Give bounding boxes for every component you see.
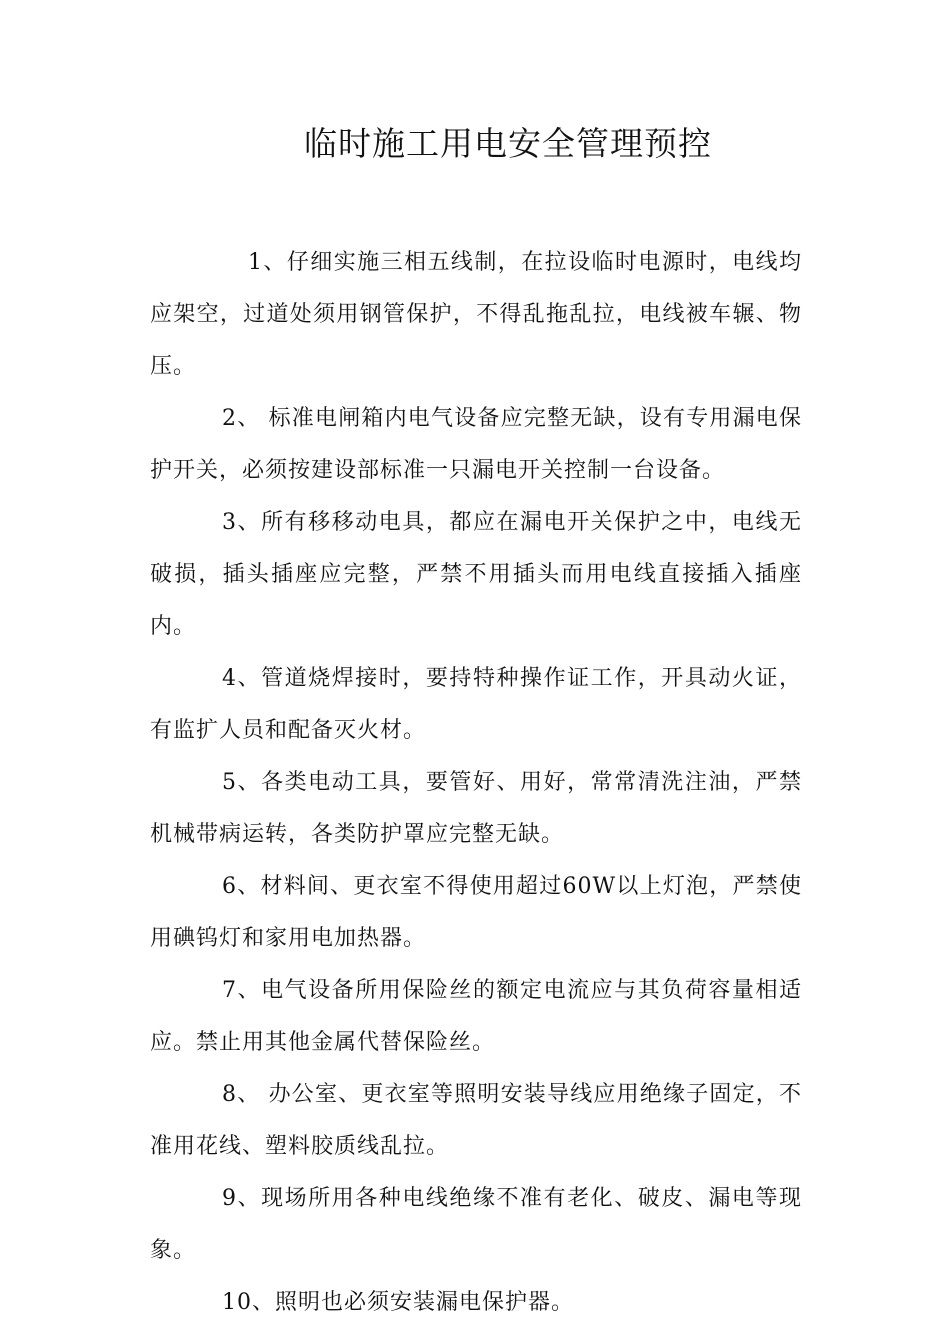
paragraph-1: 1、仔细实施三相五线制，在拉设临时电源时，电线均应架空，过道处须用钢管保护，不得乱拖乱拉，电线被车辗、物压。 (150, 250, 802, 379)
paragraph-4: 4、管道烧焊接时，要持特种操作证工作，开具动火证，有监扩人员和配备灭火材。 (150, 666, 802, 743)
paragraph-8: 8、 办公室、更衣室等照明安装导线应用绝缘子固定，不准用花线、塑料胶质线乱拉。 (150, 1082, 802, 1159)
document-body (150, 237, 802, 1329)
paragraph-7: 7、电气设备所用保险丝的额定电流应与其负荷容量相适应。禁止用其他金属代替保险丝。 (150, 978, 802, 1055)
paragraph-2: 2、 标准电闸箱内电气设备应完整无缺，设有专用漏电保护开关，必须按建设部标准一只漏电开关控制一台设备。 (150, 406, 802, 483)
document-title: 临时施工用电安全管理预控 (304, 124, 712, 163)
paragraph-5: 5、各类电动工具，要管好、用好，常常清洗注油，严禁机械带病运转，各类防护罩应完整无缺。 (150, 770, 802, 847)
paragraph-10: 10、照明也必须安装漏电保护器。 (222, 1290, 574, 1315)
paragraph-3: 3、所有移移动电具，都应在漏电开关保护之中，电线无破损，插头插座应完整，严禁不用插头而用电线直接插入插座内。 (150, 510, 802, 639)
paragraph-6: 6、材料间、更衣室不得使用超过60W以上灯泡，严禁使用碘钨灯和家用电加热器。 (150, 874, 802, 951)
paragraph-9: 9、现场所用各种电线绝缘不准有老化、破皮、漏电等现象。 (150, 1186, 802, 1263)
